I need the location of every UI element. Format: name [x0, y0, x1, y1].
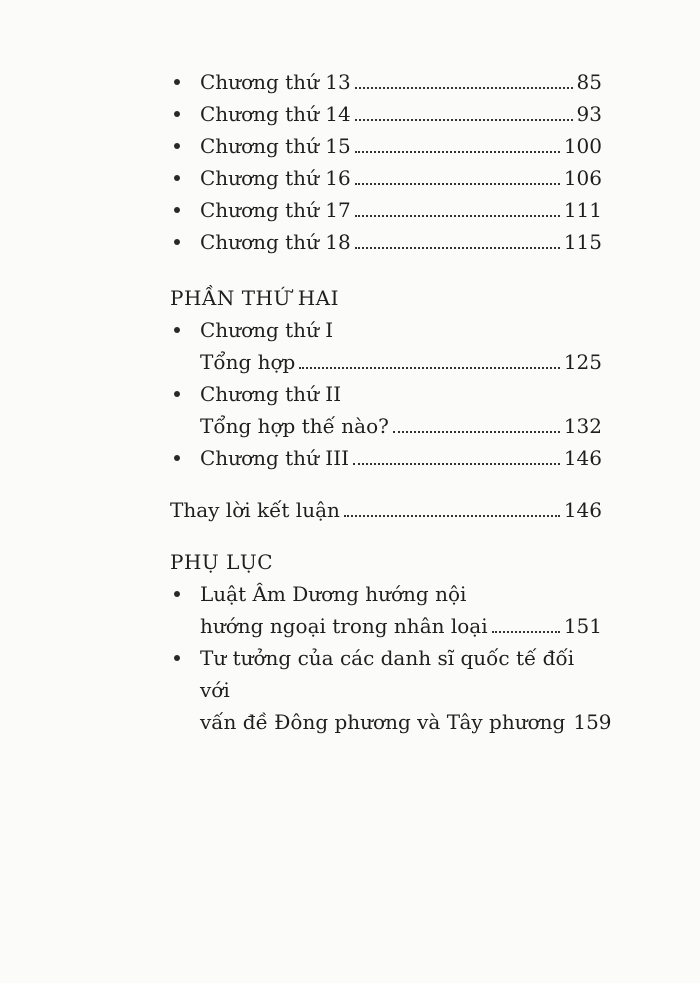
entry-title: Chương thứ II: [200, 382, 342, 406]
section-heading-appendix: PHỤ LỤC: [170, 550, 274, 574]
dot-leader: [355, 182, 560, 185]
toc-entry: [170, 98, 602, 130]
toc-entry: [170, 410, 602, 442]
toc-entry-title: [170, 642, 602, 706]
bullet-icon: [174, 591, 180, 597]
page-number: 106: [563, 166, 602, 190]
page-number: 151: [563, 614, 602, 638]
section-heading-part-two: PHẦN THỨ HAI: [170, 286, 339, 310]
dot-leader: [353, 462, 560, 465]
bullet-icon: [174, 239, 180, 245]
dot-leader: [355, 214, 560, 217]
page-number: 132: [563, 414, 602, 438]
bullet-icon: [174, 175, 180, 181]
toc-entry: [170, 346, 602, 378]
dot-leader: [355, 118, 573, 121]
bullet-icon: [174, 207, 180, 213]
spacer: [170, 474, 602, 494]
page-number: 111: [563, 198, 602, 222]
page-number: 146: [563, 498, 602, 522]
entry-label: Chương thứ 16: [200, 166, 351, 190]
entry-subtitle: Tổng hợp thế nào?: [200, 414, 389, 438]
entry-subtitle: vấn đề Đông phương và Tây phương: [200, 710, 566, 734]
entry-title: Tư tưởng của các danh sĩ quốc tế đối với: [200, 646, 575, 702]
toc-entry: [170, 162, 602, 194]
spacer: [170, 526, 602, 546]
table-of-contents: [170, 66, 612, 738]
bullet-icon: [174, 79, 180, 85]
entry-label: Thay lời kết luận: [170, 498, 340, 522]
entry-subtitle: hướng ngoại trong nhân loại: [200, 614, 488, 638]
bullet-icon: [174, 327, 180, 333]
page-number: 100: [563, 134, 602, 158]
page-number: 146: [563, 446, 602, 470]
dot-leader: [355, 246, 560, 249]
page-number: 125: [563, 350, 602, 374]
dot-leader: [492, 630, 560, 633]
toc-entry: [170, 610, 602, 642]
toc-entry-title: [170, 378, 602, 410]
toc-entry-title: [170, 314, 602, 346]
dot-leader: [355, 150, 560, 153]
dot-leader: [344, 514, 560, 517]
toc-entry: [170, 442, 602, 474]
entry-title: Chương thứ I: [200, 318, 334, 342]
entry-label: Chương thứ 17: [200, 198, 351, 222]
toc-entry: [170, 226, 602, 258]
page-number: 85: [576, 70, 602, 94]
bullet-icon: [174, 391, 180, 397]
page-number: 159: [573, 710, 612, 734]
entry-label: Chương thứ 18: [200, 230, 351, 254]
entry-label: Chương thứ 13: [200, 70, 351, 94]
dot-leader: [299, 366, 559, 369]
bullet-icon: [174, 455, 180, 461]
toc-entry-title: [170, 578, 602, 610]
entry-label: Chương thứ III: [200, 446, 350, 470]
dot-leader: [393, 430, 560, 433]
entry-label: Chương thứ 15: [200, 134, 351, 158]
bullet-icon: [174, 143, 180, 149]
page-number: 115: [563, 230, 602, 254]
toc-entry-conclusion: [170, 494, 602, 526]
toc-entry: [170, 194, 602, 226]
toc-entry: [170, 706, 612, 738]
toc-entry: [170, 66, 602, 98]
entry-subtitle: Tổng hợp: [200, 350, 296, 374]
entry-title: Luật Âm Dương hướng nội: [200, 582, 467, 606]
bullet-icon: [174, 655, 180, 661]
page-number: 93: [576, 102, 602, 126]
dot-leader: [355, 86, 573, 89]
entry-label: Chương thứ 14: [200, 102, 351, 126]
spacer: [170, 258, 602, 282]
toc-entry: [170, 130, 602, 162]
bullet-icon: [174, 111, 180, 117]
